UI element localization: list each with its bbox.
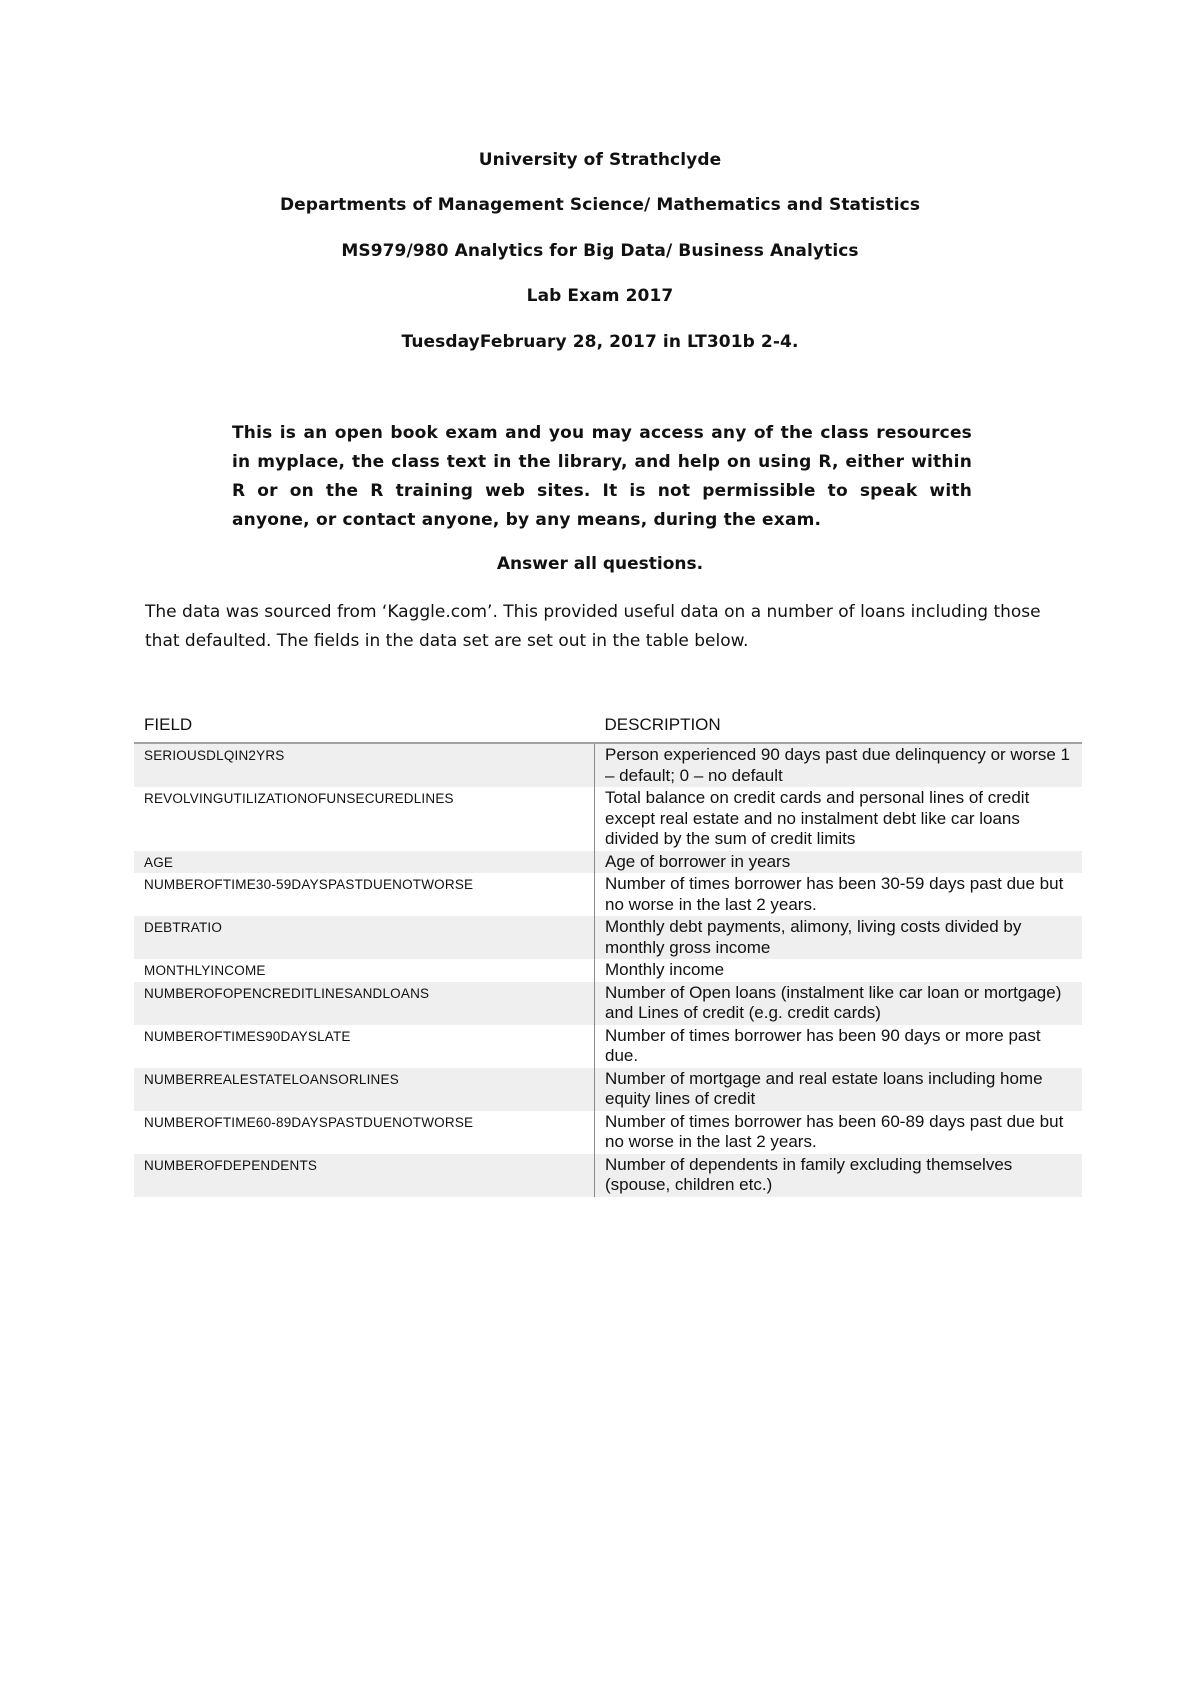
university-name: University of Strathclyde bbox=[478, 150, 722, 170]
field-column-header: FIELD bbox=[134, 710, 595, 743]
exam-date: TuesdayFebruary 28, 2017 in LT301b 2-4. bbox=[401, 332, 799, 352]
table-row bbox=[134, 851, 1082, 874]
table-row bbox=[134, 1154, 1082, 1197]
answer-all-instruction: Answer all questions. bbox=[496, 554, 704, 574]
description-column-header: DESCRIPTION bbox=[595, 710, 1083, 743]
field-name: AGE bbox=[134, 851, 595, 874]
course-title: MS979/980 Analytics for Big Data/ Business Analytics bbox=[341, 241, 859, 261]
field-description: Monthly income bbox=[595, 959, 1083, 982]
table-row bbox=[134, 787, 1082, 851]
table-row bbox=[134, 982, 1082, 1025]
exam-notice: This is an open book exam and you may access any of the class resources in myplace, the class text in the library, and help on using R, either within R or on the R training web sites. It is not permissible to speak with anyone, or contact anyone, by any means, during the exam. bbox=[232, 423, 972, 530]
field-name: NUMBEROFDEPENDENTS bbox=[134, 1154, 595, 1197]
field-name: NUMBEROFTIME60-89DAYSPASTDUENOTWORSE bbox=[134, 1111, 595, 1154]
field-name: SERIOUSDLQIN2YRS bbox=[134, 743, 595, 787]
data-intro-paragraph: The data was sourced from ‘Kaggle.com’. This provided useful data on a number of loans including those that defaulted. The fields in the data set are set out in the table below. bbox=[145, 602, 1041, 651]
field-name: MONTHLYINCOME bbox=[134, 959, 595, 982]
field-description: Number of times borrower has been 90 days or more past due. bbox=[595, 1025, 1083, 1068]
field-name: NUMBEROFTIMES90DAYSLATE bbox=[134, 1025, 595, 1068]
departments-line: Departments of Management Science/ Mathematics and Statistics bbox=[279, 195, 921, 215]
table-row bbox=[134, 1111, 1082, 1154]
table-row bbox=[134, 959, 1082, 982]
field-name: NUMBERREALESTATELOANSORLINES bbox=[134, 1068, 595, 1111]
table-row bbox=[134, 916, 1082, 959]
table-row bbox=[134, 743, 1082, 787]
field-description: Age of borrower in years bbox=[595, 851, 1083, 874]
exam-title: Lab Exam 2017 bbox=[526, 286, 674, 306]
field-name: NUMBEROFOPENCREDITLINESANDLOANS bbox=[134, 982, 595, 1025]
table-row bbox=[134, 873, 1082, 916]
table-row bbox=[134, 1025, 1082, 1068]
field-description: Number of dependents in family excluding themselves (spouse, children etc.) bbox=[595, 1154, 1083, 1197]
field-description: Person experienced 90 days past due delinquency or worse 1 – default; 0 – no default bbox=[595, 743, 1083, 787]
table-header-row bbox=[134, 710, 1082, 743]
field-description: Number of Open loans (instalment like car loan or mortgage) and Lines of credit (e.g. credit cards) bbox=[595, 982, 1083, 1025]
table-row bbox=[134, 1068, 1082, 1111]
fields-table bbox=[134, 710, 1082, 1197]
field-description: Number of times borrower has been 30-59 days past due but no worse in the last 2 years. bbox=[595, 873, 1083, 916]
field-description: Total balance on credit cards and personal lines of credit except real estate and no instalment debt like car loans divided by the sum of credit limits bbox=[595, 787, 1083, 851]
field-name: REVOLVINGUTILIZATIONOFUNSECUREDLINES bbox=[134, 787, 595, 851]
field-description: Number of times borrower has been 60-89 days past due but no worse in the last 2 years. bbox=[595, 1111, 1083, 1154]
field-description: Monthly debt payments, alimony, living costs divided by monthly gross income bbox=[595, 916, 1083, 959]
field-name: DEBTRATIO bbox=[134, 916, 595, 959]
field-name: NUMBEROFTIME30-59DAYSPASTDUENOTWORSE bbox=[134, 873, 595, 916]
field-description: Number of mortgage and real estate loans including home equity lines of credit bbox=[595, 1068, 1083, 1111]
